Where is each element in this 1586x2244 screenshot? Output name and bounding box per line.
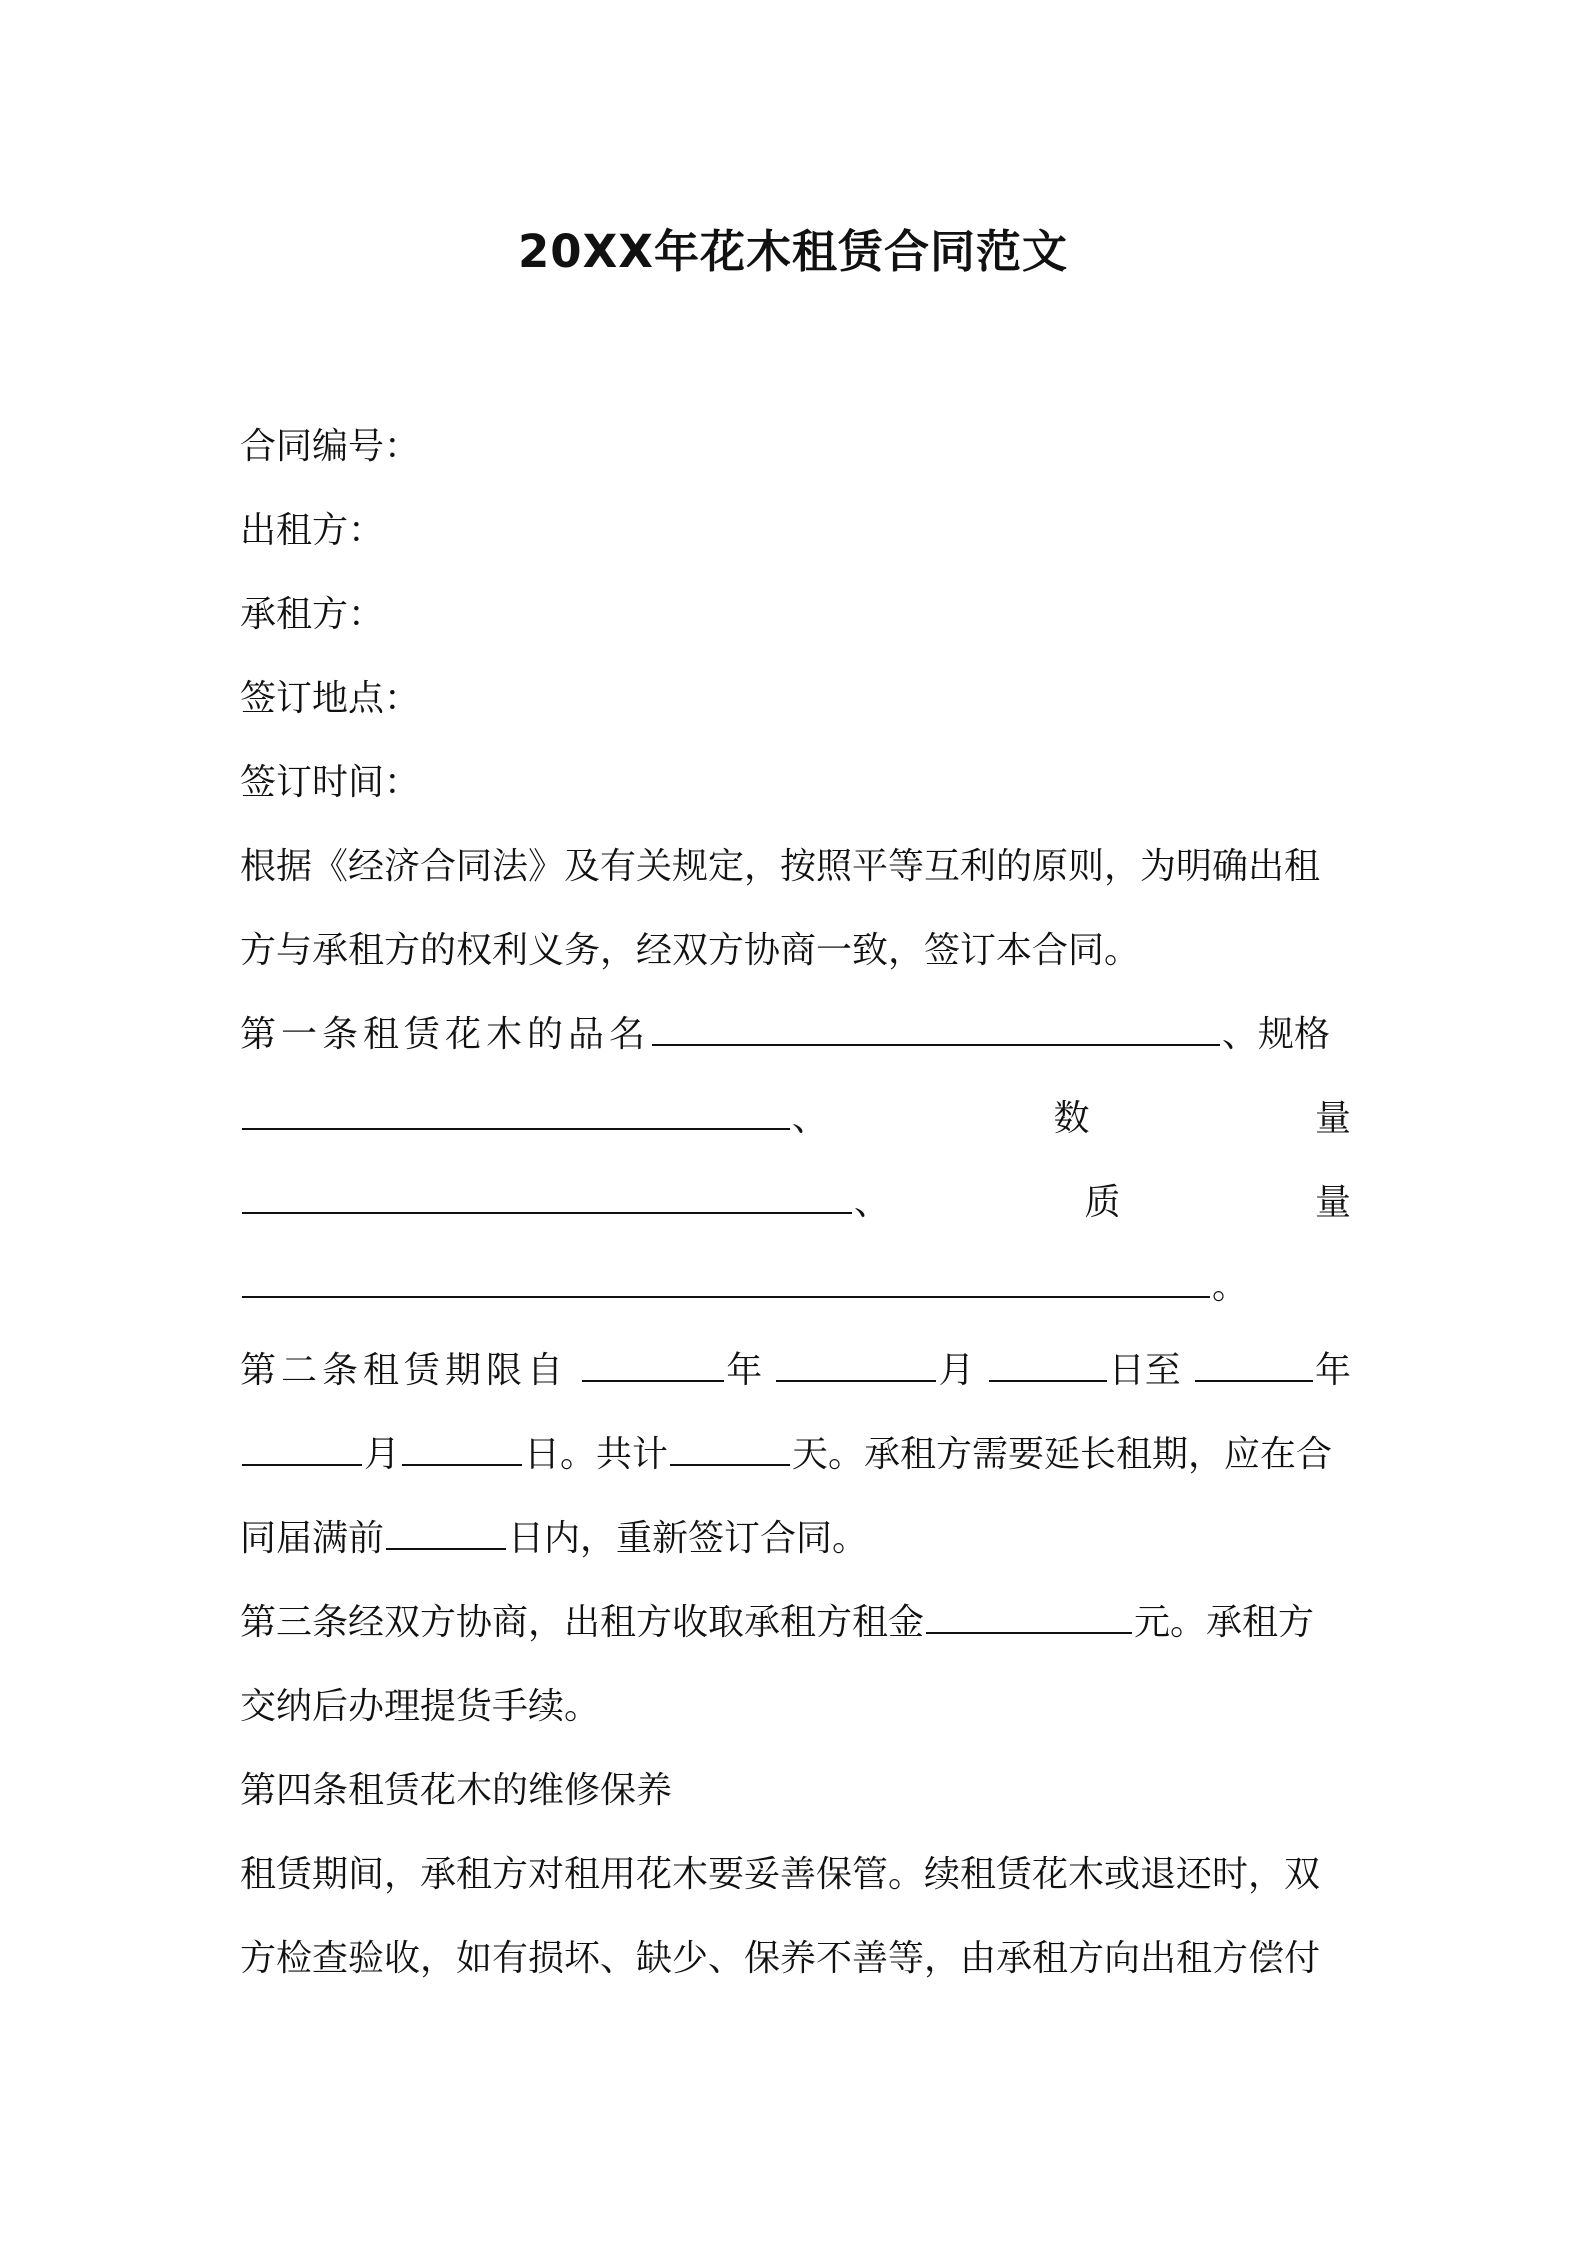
- article1-sep-2: 、: [792, 1098, 829, 1139]
- field-sign-time: 签订时间：: [240, 762, 421, 803]
- article1-spec-group: [240, 1077, 828, 1161]
- field-sign-place: 签订地点：: [240, 678, 421, 719]
- page-title: 20XX年花木租赁合同范文: [517, 225, 1068, 278]
- article1-quantity-a: 数: [1053, 1098, 1090, 1139]
- article2-days-extend: 天。承租方需要延长租期，应在合: [792, 1434, 1333, 1475]
- preamble-line-1: 根据《经济合同法》及有关规定，按照平等互利的原则，为明确出租: [240, 846, 1321, 887]
- article2-year2: 年: [1314, 1350, 1351, 1391]
- article3-intro: 第三条经双方协商，出租方收取承租方租金: [240, 1602, 925, 1643]
- article2-line-3: [240, 1497, 1351, 1581]
- article2-month2: 月: [364, 1434, 401, 1475]
- article2-line3-b: 日内，重新签订合同。: [508, 1518, 869, 1559]
- blank-total-days: [670, 1430, 790, 1466]
- article2-month1-group: [774, 1329, 974, 1413]
- blank-start-month: [776, 1346, 936, 1382]
- blank-end-day: [402, 1430, 522, 1466]
- article1-line-4: [240, 1245, 1351, 1329]
- article1-intro: 第一条租赁花木的品名: [240, 1014, 651, 1055]
- article2-day1-to: 日至: [1108, 1350, 1181, 1391]
- article1-line-2: [240, 1077, 1351, 1161]
- article2-month1: 月: [938, 1350, 975, 1391]
- article1-qty-group: [240, 1161, 890, 1245]
- article1-sep-3: 、: [854, 1182, 891, 1223]
- article2-intro: 第二条租赁期限自: [240, 1350, 569, 1391]
- field-contract-no: 合同编号：: [240, 426, 421, 467]
- article1-sep-spec: 、规格: [1222, 1014, 1331, 1055]
- blank-rent-amount: [926, 1598, 1132, 1634]
- article1-quality-b: 量: [1314, 1182, 1351, 1223]
- preamble-line-2: 方与承租方的权利义务，经双方协商一致，签订本合同。: [240, 930, 1141, 971]
- article1-quantity-b: 量: [1314, 1098, 1351, 1139]
- article1-quality-a: 质: [1084, 1182, 1121, 1223]
- blank-quality: [242, 1262, 1210, 1298]
- article1-line-1: [240, 993, 1351, 1077]
- article2-line-1: [240, 1329, 1351, 1413]
- blank-end-month: [242, 1430, 362, 1466]
- article1-line-3: [240, 1161, 1351, 1245]
- blank-start-day: [989, 1346, 1107, 1382]
- article4-line-1: 租赁期间，承租方对租用花木要妥善保管。续租赁花木或退还时，双: [240, 1854, 1321, 1895]
- blank-start-year: [582, 1346, 724, 1382]
- article3-line-1: [240, 1581, 1351, 1665]
- article2-day2-total: 日。共计: [524, 1434, 669, 1475]
- article3-line-2: 交纳后办理提货手续。: [240, 1686, 601, 1727]
- field-lessee: 承租方：: [240, 594, 385, 635]
- blank-end-year: [1195, 1346, 1313, 1382]
- document-body: [240, 405, 1351, 2001]
- field-lessor: 出租方：: [240, 510, 385, 551]
- blank-renew-days: [386, 1514, 506, 1550]
- article4-heading: 第四条租赁花木的维修保养: [240, 1770, 673, 1811]
- article1-end: 。: [1212, 1266, 1249, 1307]
- article2-line3-a: 同届满前: [240, 1518, 385, 1559]
- article3-yuan: 元。承租方: [1134, 1602, 1315, 1643]
- blank-quantity: [242, 1178, 852, 1214]
- blank-product-name: [652, 1010, 1220, 1046]
- article2-year1: 年: [726, 1350, 763, 1391]
- article4-line-2: 方检查验收，如有损坏、缺少、保养不善等，由承租方向出租方偿付: [240, 1938, 1321, 1979]
- article2-line-2: [240, 1413, 1351, 1497]
- article2-year1-group: [580, 1329, 762, 1413]
- article2-day1-group: [987, 1329, 1181, 1413]
- blank-spec: [242, 1094, 790, 1130]
- article2-year2-group: [1193, 1329, 1351, 1413]
